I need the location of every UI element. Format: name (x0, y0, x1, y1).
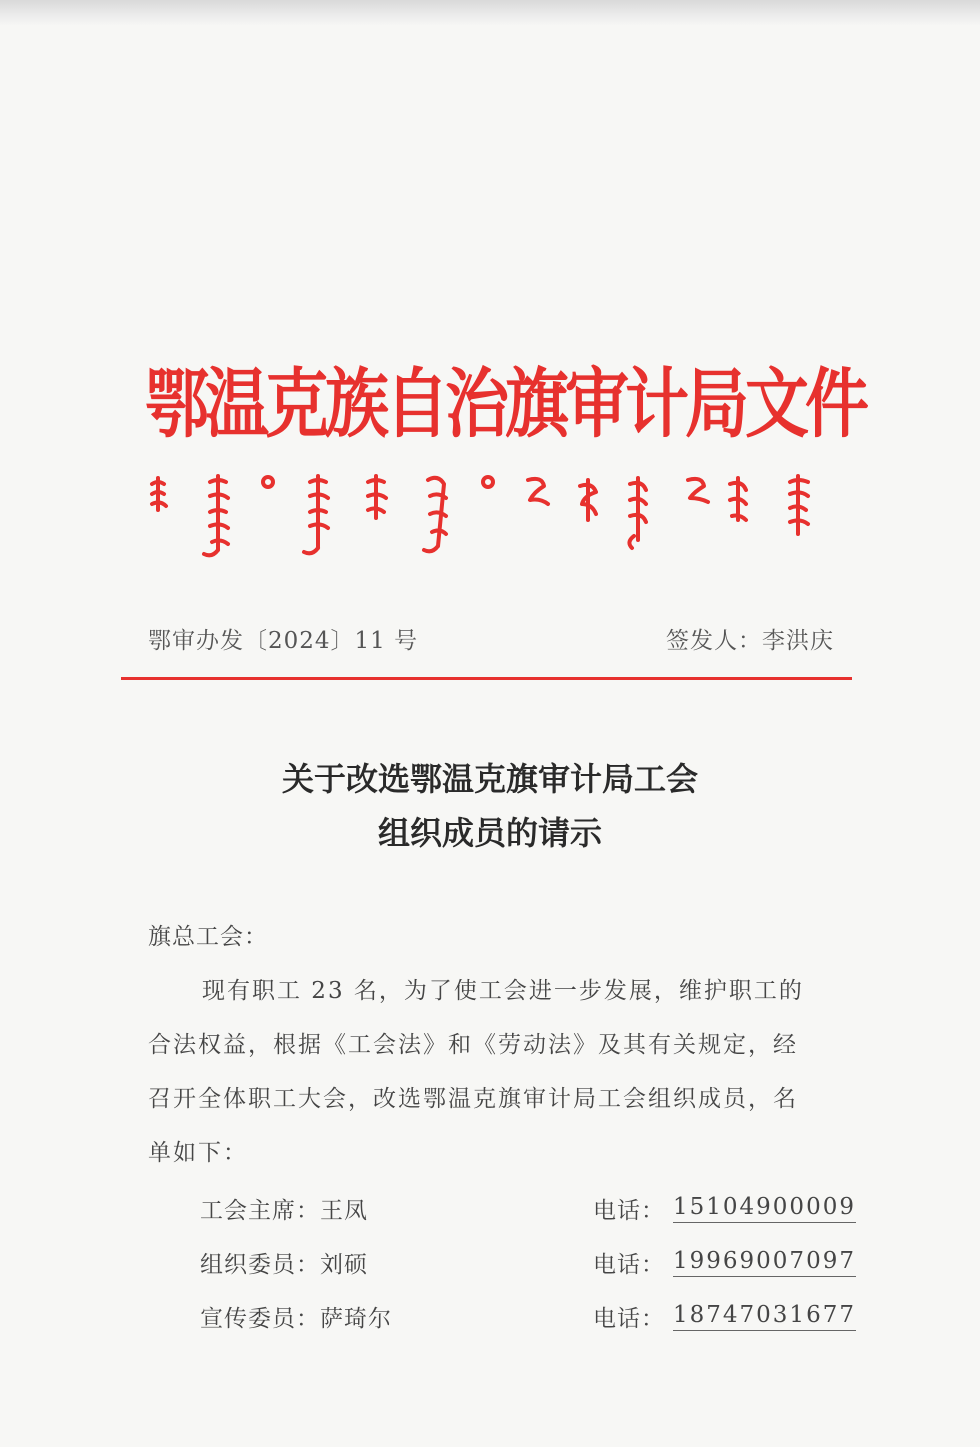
body-line-1: 现有职工 23 名，为了使工会进一步发展，维护职工的 (202, 978, 804, 1004)
phone-number: 18747031677 (673, 1300, 856, 1331)
document-title-line-2: 组织成员的请示 (377, 814, 602, 852)
scan-edge (0, 0, 980, 26)
red-divider (121, 677, 852, 680)
phone-label: 电话： (593, 1306, 665, 1332)
document-title (140, 752, 840, 860)
member-role: 宣传委员：萨琦尔 (200, 1306, 392, 1332)
addressee: 旗总工会： (148, 924, 268, 950)
member-row-organization (200, 1246, 856, 1286)
phone-label: 电话： (593, 1198, 665, 1224)
signer: 签发人：李洪庆 (666, 628, 834, 654)
body-line-3: 召开全体职工大会，改选鄂温克旗审计局工会组织成员，名 (148, 1086, 798, 1112)
member-row-publicity (200, 1300, 856, 1340)
phone-number: 15104900009 (673, 1192, 856, 1223)
member-row-chairman (200, 1192, 856, 1232)
document-title-line-1: 关于改选鄂温克旗审计局工会 (281, 760, 698, 798)
letterhead-title: 鄂温克族自治旗审计局文件 (145, 361, 865, 449)
document-number: 鄂审办发〔2024〕11 号 (148, 628, 419, 654)
mongolian-script-icon (148, 470, 838, 565)
phone-number: 19969007097 (673, 1246, 856, 1277)
body-line-2: 合法权益，根据《工会法》和《劳动法》及其有关规定，经 (148, 1032, 798, 1058)
phone-label: 电话： (593, 1252, 665, 1278)
member-role: 工会主席：王凤 (200, 1198, 368, 1224)
body-line-4: 单如下： (148, 1140, 248, 1166)
body-paragraph (148, 964, 848, 1180)
member-role: 组织委员：刘硕 (200, 1252, 368, 1278)
